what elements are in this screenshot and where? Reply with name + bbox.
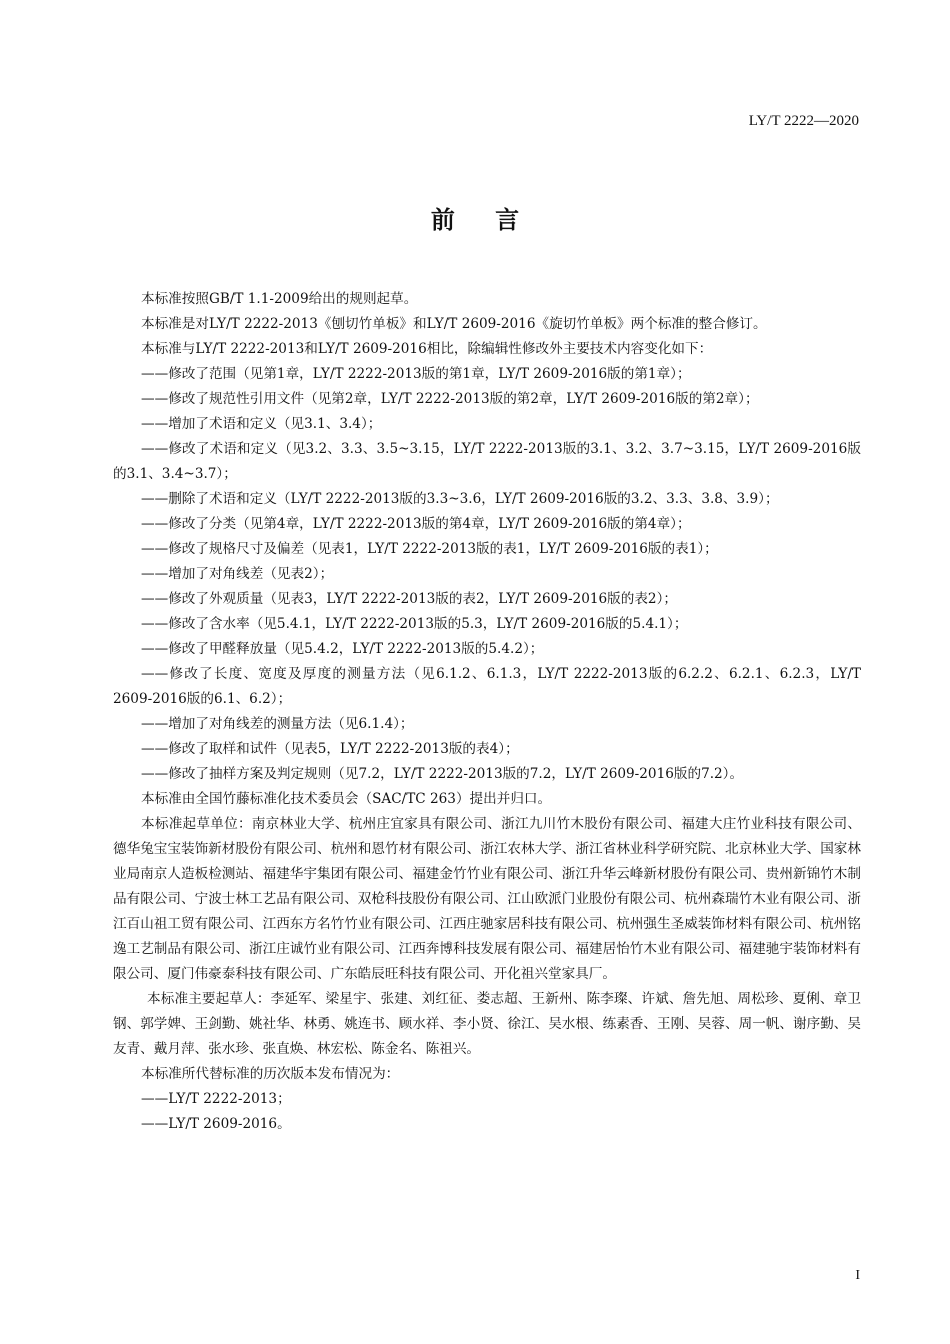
paragraph: 本标准按照GB/T 1.1-2009给出的规则起草。	[141, 291, 418, 307]
list-item: ——增加了术语和定义（见3.1、3.4）；	[141, 416, 382, 432]
list-item: ——增加了对角线差（见表2）；	[141, 566, 334, 582]
list-item: ——修改了外观质量（见表3，LY/T 2222-2013版的表2，LY/T 2609-2016版的表2）；	[141, 591, 677, 607]
drafting-units: 本标准起草单位：南京林业大学、杭州庄宜家具有限公司、浙江九川竹木股份有限公司、福建大庄竹业科技有限公司、德华兔宝宝装饰新材股份有限公司、杭州和恩竹材有限公司、浙江农林大学、浙江省林业科学研究院、北京林业大学、国家林业局南京人造板检测站、福建华宇集团有限公司、福建金竹竹业有限公司、浙江升华云峰新材股份有限公司、贵州新锦竹木制品有限公司、宁波士林工艺品有限公司、双枪科技股份有限公司、江山欧派门业股份有限公司、杭州森瑞竹木业有限公司、浙江百山祖工贸有限公司、江西东方名竹竹业有限公司、江西庄驰家居科技有限公司、杭州强生圣威装饰材料有限公司、杭州铭逸工艺制品有限公司、浙江庄诚竹业有限公司、江西奔博科技发展有限公司、福建居怡竹木业有限公司、福建驰宇装饰材料有限公司、厦门伟豪泰科技有限公司、广东皓辰旺科技有限公司、开化祖兴堂家具厂。	[113, 816, 861, 982]
list-item: ——修改了甲醛释放量（见5.4.2，LY/T 2222-2013版的5.4.2）；	[141, 641, 544, 657]
list-item: ——增加了对角线差的测量方法（见6.1.4）；	[141, 716, 414, 732]
list-item: ——修改了长度、宽度及厚度的测量方法（见6.1.2、6.1.3，LY/T 2222-2013版的6.2.2、6.2.1、6.2.3，LY/T 2609-2016版的6.1、6.2）；	[113, 666, 861, 707]
page-title: 前 言	[430, 205, 536, 234]
list-item: ——修改了取样和试件（见表5，LY/T 2222-2013版的表4）；	[141, 741, 519, 757]
foreword-body	[113, 287, 861, 1137]
standard-code: LY/T 2222—2020	[748, 113, 859, 129]
list-item: ——修改了规范性引用文件（见第2章，LY/T 2222-2013版的第2章，LY/T 2609-2016版的第2章）；	[141, 391, 759, 407]
list-item: ——LY/T 2222-2013；	[141, 1091, 291, 1107]
paragraph: 本标准与LY/T 2222-2013和LY/T 2609-2016相比，除编辑性修改外主要技术内容变化如下：	[141, 341, 713, 357]
list-item: ——删除了术语和定义（LY/T 2222-2013版的3.3~3.6，LY/T 2609-2016版的3.2、3.3、3.8、3.9）；	[141, 491, 779, 507]
list-item: ——修改了含水率（见5.4.1，LY/T 2222-2013版的5.3，LY/T 2609-2016版的5.4.1）；	[141, 616, 688, 632]
list-item: ——修改了分类（见第4章，LY/T 2222-2013版的第4章，LY/T 2609-2016版的第4章）；	[141, 516, 691, 532]
list-item: ——修改了抽样方案及判定规则（见7.2，LY/T 2222-2013版的7.2，LY/T 2609-2016版的7.2）。	[141, 766, 744, 782]
list-item: ——修改了术语和定义（见3.2、3.3、3.5~3.15，LY/T 2222-2013版的3.1、3.2、3.7~3.15，LY/T 2609-2016版的3.1、3.4~3.7）；	[113, 441, 861, 482]
drafters: 本标准主要起草人：李延军、梁星宇、张建、刘红征、娄志超、王新州、陈李璨、许斌、詹先旭、周松珍、夏俐、章卫钢、郭学婢、王剑勤、姚社华、林勇、姚连书、顾水祥、李小贤、徐江、吴水根、练素香、王刚、吴蓉、周一帆、谢序勤、吴友青、戴月萍、张水珍、张直焕、林宏松、陈金名、陈祖兴。	[113, 991, 861, 1057]
paragraph: 本标准所代替标准的历次版本发布情况为：	[141, 1066, 400, 1082]
list-item: ——修改了规格尺寸及偏差（见表1，LY/T 2222-2013版的表1，LY/T 2609-2016版的表1）；	[141, 541, 718, 557]
list-item: ——修改了范围（见第1章，LY/T 2222-2013版的第1章，LY/T 2609-2016版的第1章）；	[141, 366, 691, 382]
paragraph: 本标准由全国竹藤标准化技术委员会（SAC/TC 263）提出并归口。	[141, 791, 552, 807]
page-number: I	[855, 1268, 860, 1283]
paragraph: 本标准是对LY/T 2222-2013《刨切竹单板》和LY/T 2609-2016《旋切竹单板》两个标准的整合修订。	[141, 316, 767, 332]
list-item: ——LY/T 2609-2016。	[141, 1116, 291, 1132]
